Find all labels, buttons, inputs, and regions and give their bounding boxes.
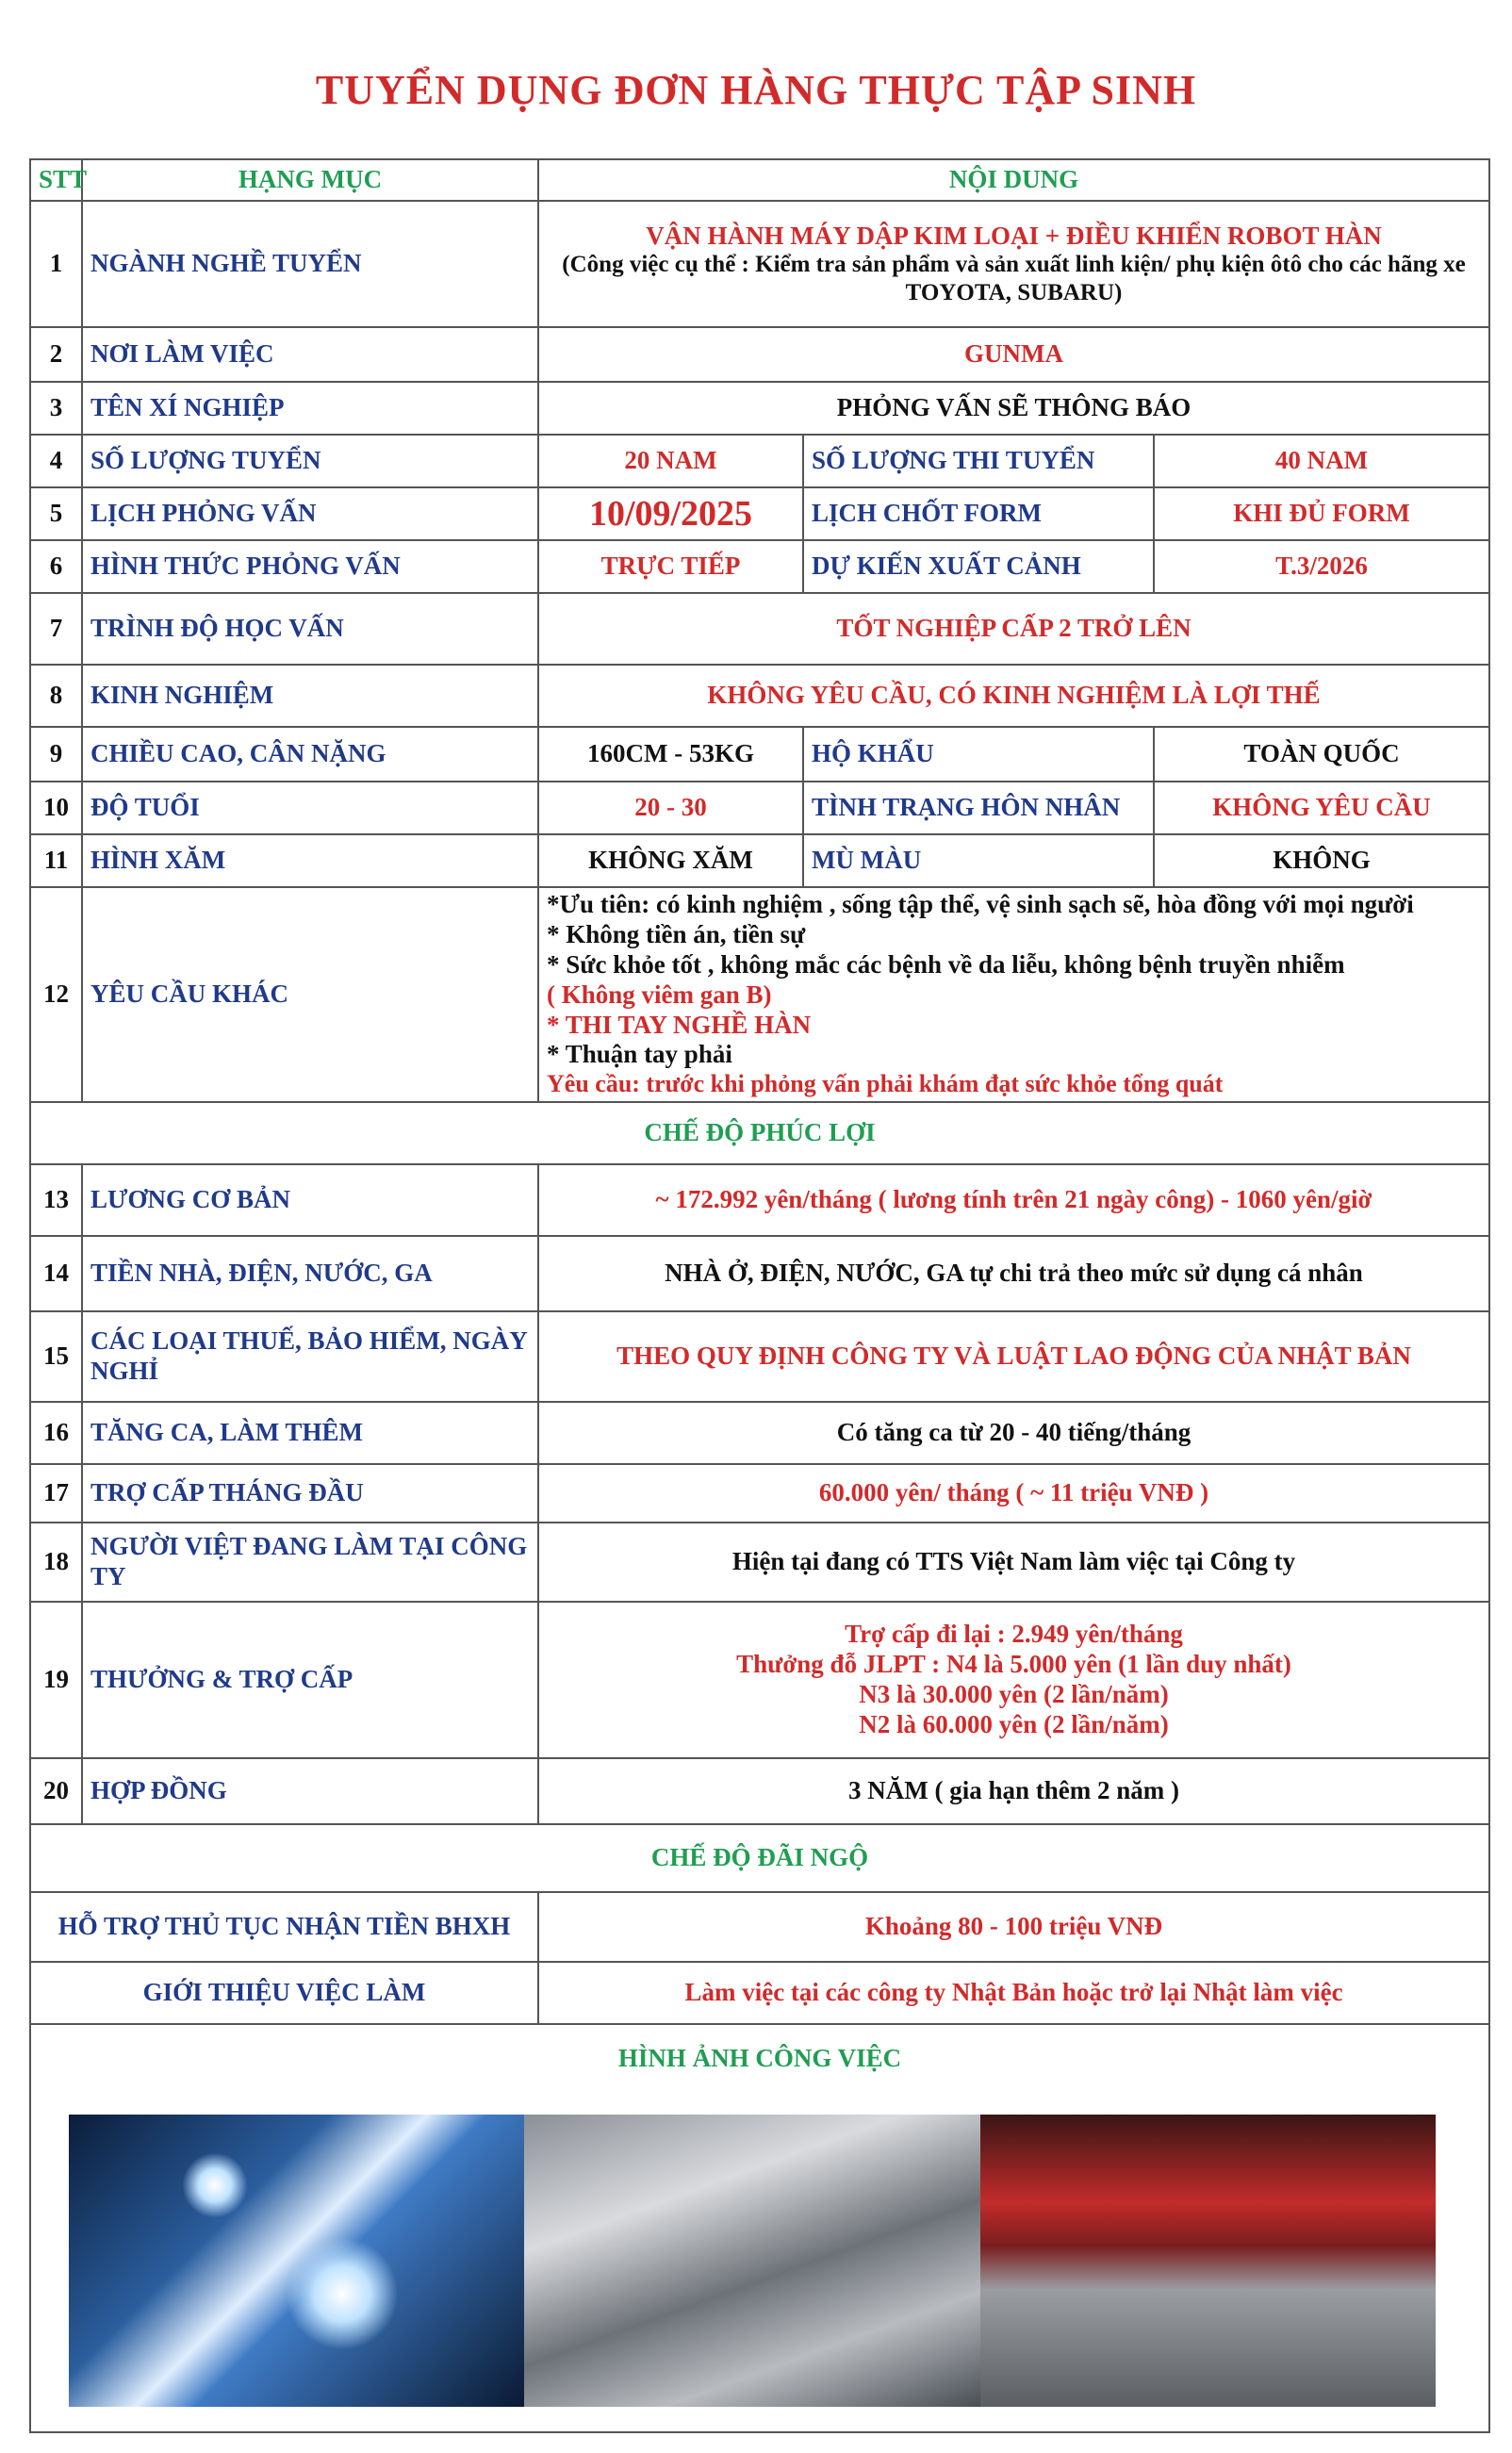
row-label: HÌNH THỨC PHỎNG VẤN [82,540,538,593]
row-label: LƯƠNG CƠ BẢN [82,1164,538,1236]
table-row [30,887,1489,1102]
press-machine-photo [980,2115,1436,2407]
row-label-2: MÙ MÀU [803,834,1154,887]
row-value: 20 - 30 [538,782,803,834]
row-label-2: LỊCH CHỐT FORM [803,487,1154,540]
row-value: Khoảng 80 - 100 triệu VNĐ [538,1892,1489,1962]
row-label: GIỚI THIỆU VIỆC LÀM [30,1962,538,2024]
row-value [538,201,1489,327]
row-label: TĂNG CA, LÀM THÊM [82,1402,538,1464]
row-label-2: TÌNH TRẠNG HÔN NHÂN [803,782,1154,834]
row-value: 60.000 yên/ tháng ( ~ 11 triệu VNĐ ) [538,1464,1489,1523]
row-label-2: HỘ KHẨU [803,727,1154,782]
table-row [30,435,1489,487]
row-label: HỢP ĐỒNG [82,1758,538,1824]
row-value [538,1236,1489,1311]
row-number: 19 [30,1602,82,1758]
table-row [30,665,1489,727]
requirement-line: * THI TAY NGHỀ HÀN [547,1010,812,1039]
row-label: ĐỘ TUỔI [82,782,538,834]
row-label-2: DỰ KIẾN XUẤT CẢNH [803,540,1154,593]
row-value: Làm việc tại các công ty Nhật Bản hoặc trở lại Nhật làm việc [538,1962,1489,2024]
row-number: 2 [30,327,82,382]
row-number: 16 [30,1402,82,1464]
assembly-line-photo [524,2115,979,2407]
table-row [30,327,1489,382]
row-number: 11 [30,834,82,887]
welding-robot-photo [69,2115,524,2407]
header-content: NỘI DUNG [538,159,1489,201]
row-number: 6 [30,540,82,593]
table-row [30,1892,1489,1962]
table-row [30,1758,1489,1824]
row-label: NƠI LÀM VIỆC [82,327,538,382]
row-value-2: T.3/2026 [1154,540,1489,593]
row-number: 12 [30,887,82,1102]
row-label: HỖ TRỢ THỦ TỤC NHẬN TIỀN BHXH [30,1892,538,1962]
row-label: SỐ LƯỢNG TUYỂN [82,435,538,487]
row-label: TÊN XÍ NGHIỆP [82,382,538,435]
section-row [30,2024,1489,2092]
row-number: 13 [30,1164,82,1236]
row-number: 14 [30,1236,82,1311]
row-value: KHÔNG XĂM [538,834,803,887]
row-value-2: TOÀN QUỐC [1154,727,1489,782]
section-row [30,1102,1489,1164]
photo-cell [30,2092,1489,2432]
row-value: 3 NĂM ( gia hạn thêm 2 năm ) [538,1758,1489,1824]
row-label: YÊU CẦU KHÁC [82,887,538,1102]
utilities-text: NHÀ Ở, ĐIỆN, NƯỚC, GA [665,1259,963,1288]
section-row [30,1824,1489,1892]
row-number: 7 [30,593,82,665]
row-label: LỊCH PHỎNG VẤN [82,487,538,540]
row-value: ~ 172.992 yên/tháng ( lương tính trên 21 ngày công) - 1060 yên/giờ [538,1164,1489,1236]
row-number: 4 [30,435,82,487]
row-value-2: 40 NAM [1154,435,1489,487]
table-row [30,1164,1489,1236]
table-header [30,159,1489,201]
bonus-line: N3 là 30.000 yên (2 lần/năm) [859,1680,1169,1708]
table-row [30,727,1489,782]
section-benefits-title: CHẾ ĐỘ PHÚC LỢI [30,1102,1489,1164]
welding-spark [182,2152,248,2218]
table-row [30,834,1489,887]
row-label: HÌNH XĂM [82,834,538,887]
row-number: 5 [30,487,82,540]
row-value: TỐT NGHIỆP CẤP 2 TRỞ LÊN [538,593,1489,665]
table-row [30,1402,1489,1464]
table-row [30,1236,1489,1311]
requirement-line: ( Không viêm gan B) [547,980,772,1009]
requirement-line: * Thuận tay phải [547,1040,732,1069]
row-value: KHÔNG YÊU CẦU, CÓ KINH NGHIỆM LÀ LỢI THẾ [538,665,1489,727]
row-label: KINH NGHIỆM [82,665,538,727]
bonus-line: Thưởng đỗ JLPT : N4 là 5.000 yên (1 lần duy nhất) [736,1650,1291,1679]
row-number: 1 [30,201,82,327]
row-label: TRỢ CẤP THÁNG ĐẦU [82,1464,538,1523]
row-value: PHỎNG VẤN SẼ THÔNG BÁO [538,382,1489,435]
table-row [30,1602,1489,1758]
row-number: 18 [30,1523,82,1602]
header-stt: STT [30,159,82,201]
job-detail-text: (Công việc cụ thể : Kiểm tra sản phẩm và sản xuất linh kiện/ phụ kiện ôtô cho các hãng xe TOYOTA, SUBARU) [562,252,1466,305]
row-value-2: KHÔNG YÊU CẦU [1154,782,1489,834]
requirement-line: * Sức khỏe tốt , không mắc các bệnh về da liễu, không bệnh truyền nhiễm [547,949,1345,979]
requirement-line: Yêu cầu: trước khi phỏng vấn phải khám đạt sức khỏe tổng quát [547,1070,1224,1098]
row-label: NGÀNH NGHỀ TUYỂN [82,201,538,327]
table-row [30,1464,1489,1523]
bonus-line: N2 là 60.000 yên (2 lần/năm) [859,1709,1169,1738]
utilities-note: tự chi trả theo mức sử dụng cá nhân [962,1259,1363,1288]
row-value: 20 NAM [538,435,803,487]
table-row [30,593,1489,665]
table-row [30,382,1489,435]
page-title: TUYỂN DỤNG ĐƠN HÀNG THỰC TẬP SINH [315,67,1197,113]
row-value: THEO QUY ĐỊNH CÔNG TY VÀ LUẬT LAO ĐỘNG CỦA NHẬT BẢN [538,1311,1489,1402]
other-requirements [538,887,1489,1102]
row-value: Hiện tại đang có TTS Việt Nam làm việc tại Công ty [538,1523,1489,1602]
bonus-allowance [538,1602,1489,1758]
row-number: 20 [30,1758,82,1824]
section-treatment-title: CHẾ ĐỘ ĐÃI NGỘ [30,1824,1489,1892]
requirement-line: * Không tiền án, tiền sự [547,919,806,948]
row-value: TRỰC TIẾP [538,540,803,593]
row-number: 10 [30,782,82,834]
row-number: 17 [30,1464,82,1523]
work-photos [69,2115,1436,2407]
row-label-2: SỐ LƯỢNG THI TUYỂN [803,435,1154,487]
job-title-text: VẬN HÀNH MÁY DẬP KIM LOẠI + ĐIỀU KHIỂN ROBOT HÀN [646,221,1382,250]
welding-spark [286,2237,399,2350]
table-row [30,1311,1489,1402]
row-value: Có tăng ca từ 20 - 40 tiếng/tháng [538,1402,1489,1464]
interview-date: 10/09/2025 [538,487,803,540]
bonus-line: Trợ cấp đi lại : 2.949 yên/tháng [845,1620,1183,1649]
header-category: HẠNG MỤC [82,159,538,201]
table-row [30,540,1489,593]
recruitment-table [29,158,1490,2433]
row-number: 9 [30,727,82,782]
row-value: GUNMA [538,327,1489,382]
row-label: TIỀN NHÀ, ĐIỆN, NƯỚC, GA [82,1236,538,1311]
row-number: 3 [30,382,82,435]
row-number: 15 [30,1311,82,1402]
row-value: 160CM - 53KG [538,727,803,782]
section-photos-title: HÌNH ẢNH CÔNG VIỆC [30,2024,1489,2092]
form-deadline: KHI ĐỦ FORM [1154,487,1489,540]
row-value-2: KHÔNG [1154,834,1489,887]
row-number: 8 [30,665,82,727]
row-label: CÁC LOẠI THUẾ, BẢO HIỂM, NGÀY NGHỈ [82,1311,538,1402]
table-row [30,1523,1489,1602]
row-label: CHIỀU CAO, CÂN NẶNG [82,727,538,782]
table-row [30,782,1489,834]
table-row [30,201,1489,327]
table-row [30,1962,1489,2024]
row-label: TRÌNH ĐỘ HỌC VẤN [82,593,538,665]
requirement-line: *Ưu tiên: có kinh nghiệm , sống tập thể, vệ sinh sạch sẽ, hòa đồng với mọi người [547,890,1414,919]
row-label: NGƯỜI VIỆT ĐANG LÀM TẠI CÔNG TY [82,1523,538,1602]
row-label: THƯỞNG & TRỢ CẤP [82,1602,538,1758]
photo-row [30,2092,1489,2432]
table-row [30,487,1489,540]
